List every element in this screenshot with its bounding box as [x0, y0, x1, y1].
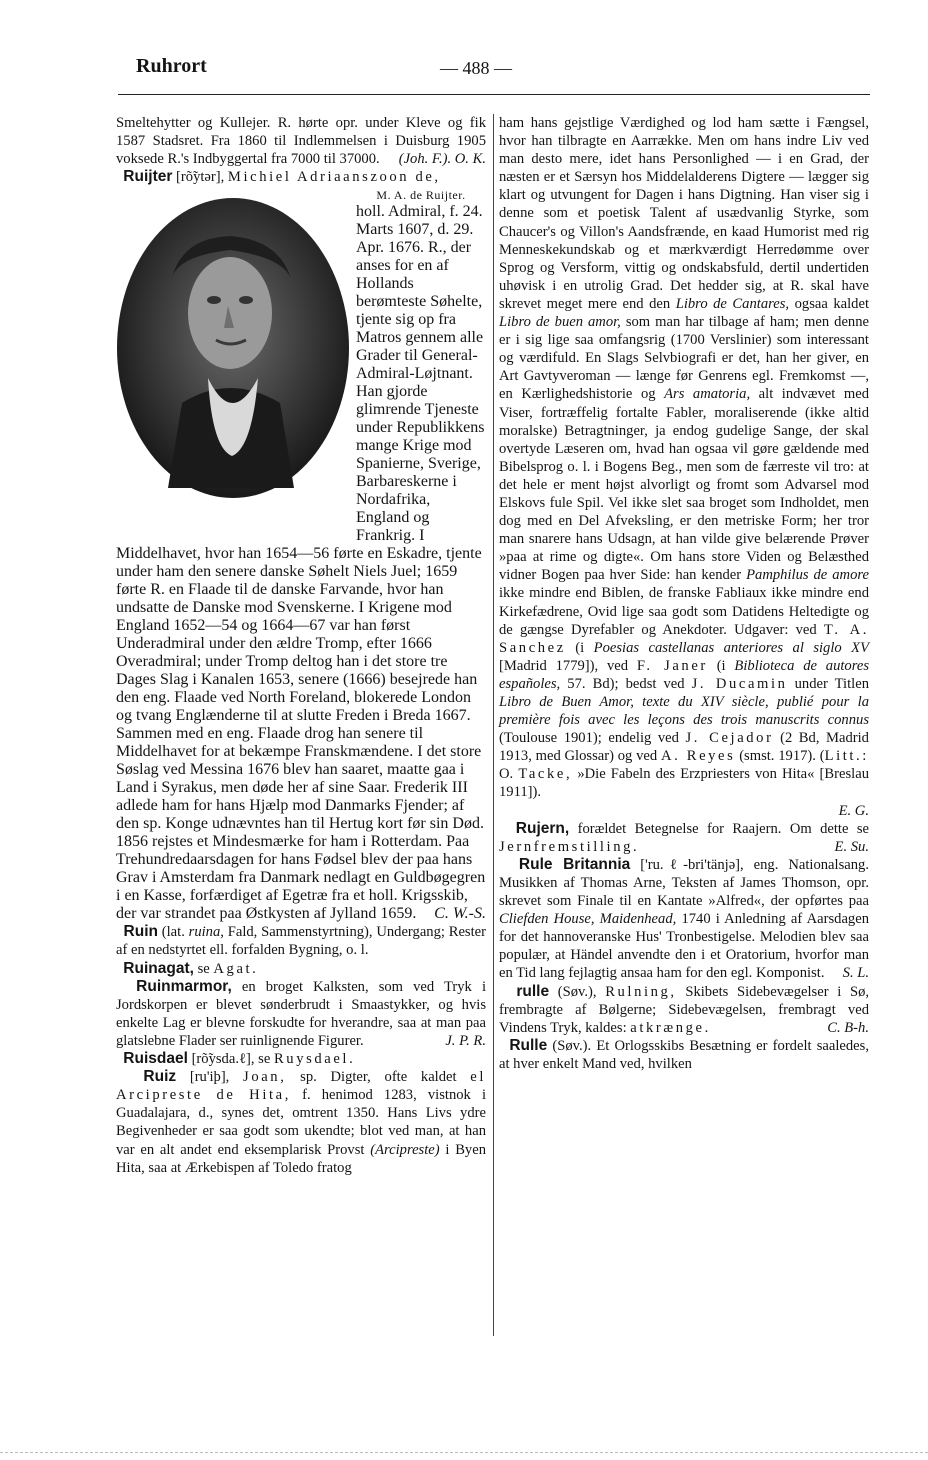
book-title: Pamphilus de amore	[746, 567, 869, 584]
headword-rulle: rulle	[516, 982, 550, 1000]
signature: C. B-h.	[827, 1019, 869, 1036]
entry-text: (2 Bd, Madrid 1913, med Glossar) og ved	[499, 730, 869, 765]
person-name: Joan,	[243, 1069, 287, 1086]
entry-text: (Søv.). Et Orlogsskibs Besætning er fordelt saaledes, at hver enkelt Mand ved, hvilken	[499, 1037, 869, 1072]
entry-text: ham hans gejstlige Værdighed og lod ham sætte i Fængsel, hvor han tilbragte en Aarrække. Men om hans indre Liv ved man desto mere, idet hans Personlighed — i en Grad, der næsten er et Særsyn hos Middelalderens Digtere — lægger sig klart og utvungent for Dagen i hans Digtning. Han viser sig i denne som et poetisk Talent af usædvanlig Styrke, som Chaucer's og Villon's Aandsfrænde, en kaad Humorist med rig Menneskekundskab og et mærkværdigt Herredømme over Sprog og Versform, vittig og ondskabsfuld, dertil undertiden uhøvisk i en utrolig Grad. Det hedder sig, at R. skal have skrevet meget mere end den	[499, 115, 869, 312]
entry-ruijter	[116, 168, 486, 186]
editor-name: T. A. Sanchez	[499, 621, 870, 656]
signature: C. W.-S.	[434, 905, 486, 923]
entry-rulle-lower	[499, 983, 869, 1037]
headword-rulle-naval: Rulle	[509, 1036, 548, 1054]
headword-rujern: Rujern,	[515, 819, 570, 837]
signature: E. Su.	[834, 838, 869, 855]
column-divider	[493, 114, 494, 1336]
entry-text: holl. Admiral, f. 24. Marts 1607, d. 29. Apr. 1676. R., der anses for en af Hollands berømteste Søhelte, tjente sig op fra Matros gennem alle Grader til General-Admiral-Løjtnant. Han gjorde glimrende Tjeneste under Republikkens mange Krige mod Spanierne, Sverige, Barbareskerne i Nordafrika, England og Frankrig. I Middelhavet, hvor han 1654—56 førte en Eskadre, tjente under ham den senere danske Søhelt Niels Juel; 1659 førte R. en Flaade til de danske Farvande, hvor han undsatte de Danske mod Svenskerne. I Krigene mod England 1652—54 og 1664—67 var han først Underadmiral under den ældre Tromp, efter 1666 Overadmiral; under Tromp deltog han i det store tre Dages Slag i Kanalen 1653, senere (1666) besejrede han den eng. Flaade ved North Foreland, blokerede London og tvang Englænderne til at slutte Freden i Breda 1667. Sammen med en eng. Flaade drog han senere til Middelhavet for at bekæmpe Franskmændene. I det store Søslag ved Messina 1676 blev han saaret, maatte gaa i Land i Syrakus, men døde her af sine Saar. Frederik III adlede ham for hans Hjælp mod Danmarks Fjender; af den sp. Konge udnævntes han til Hertug kort før sin Død. 1856 rejstes et Mindesmærke for ham i Rotterdam. Paa Trehundredaarsdagen for hans Fødsel blev der paa hans Grav i Amsterdam fra Danmark nedlagt en Guldbøgegren i en Kasse, forfærdiget af Egetræ fra et holl. Krigsskib, der var strandet paa Østkysten af Jylland 1659.	[116, 203, 486, 923]
cross-reference: Agat.	[213, 960, 259, 977]
running-head	[0, 0, 928, 95]
entry-ruiz	[116, 1068, 486, 1177]
portrait-caption: M. A. de Ruijter.	[376, 188, 466, 203]
entry-text: O.	[499, 766, 514, 783]
entry-ruin	[116, 923, 486, 959]
entry-ruhrort-continued	[116, 114, 486, 168]
signature: (Joh. F.). O. K.	[398, 151, 486, 168]
header-rule	[118, 94, 870, 95]
place-name: Cliefden House, Maidenhead,	[499, 911, 677, 928]
page-number: — 488 —	[440, 58, 512, 78]
editor-name: J. Ducamin	[691, 675, 788, 692]
entry-text: (Toulouse 1901); endelig ved	[499, 730, 679, 747]
editor-name: J. Cejador	[685, 730, 774, 747]
portrait-figure	[112, 188, 350, 538]
term: Rulning,	[605, 983, 677, 1000]
entry-text: eng. Nationalsang. Musikken af Thomas Arne, Teksten af James Thomson, opr. skrevet som Finale til en Kantate »Alfred«, der opførtes paa	[499, 856, 869, 910]
latin-term: ruina,	[188, 924, 224, 941]
cross-reference: Jernfremstilling.	[499, 838, 640, 855]
entry-text: alt indvævet med Viser, fortræffelig fortalte Fabler, moraliserende (ikke altid moralske) Betragtninger, ja endog gudelige Sange, der skal overtyde Læseren om, hvad han ogsaa vil gøre gældende med Bibelsprog o. l. i Bogens Beg., men som de færreste vil tro: at det hele er ment højst alvorligt og fromt som Advarsel mod Elskovs fule Spil. Vel ikke slet saa broget som Indholdet, men dog med en Del Afveksling, er den metriske Form; her tror man snarere hans Udsagn, at han vilde give belærende Prøver »paa at rime og digte«. Om hans store Viden og Belæsthed vidner Bogen paa hver Side: han kender	[499, 386, 869, 584]
literature-label: Litt.:	[824, 748, 869, 765]
entry-text: en broget Kalksten, som ved Tryk i Jordskorpen er blevet sønderbrudt i Smaastykker, og hvis enkelte Lag er blevne forskudte for hverandre, saa at man paa glatslebne Flader ser ruinlignende Figurer.	[116, 978, 486, 1049]
entry-text: 57. Bd); bedst ved	[567, 675, 685, 692]
entry-text: ikke mindre end Biblen, de franske Fabliaux ikke mindre end Kirkefædrene, Ovid lige saa godt som Datidens Heltedigte og de gængse Dyrefabler og Anekdoter. Udgaver: ved	[499, 585, 869, 638]
signature: E. G.	[838, 802, 869, 819]
book-title: Libro de Cantares,	[675, 295, 790, 312]
entry-text: sp. Digter, ofte kaldet	[300, 1069, 457, 1086]
scan-edge	[0, 1452, 928, 1453]
entry-rujern	[499, 820, 869, 856]
entry-text: (lat.	[161, 924, 185, 941]
entry-ruinmarmor	[116, 978, 486, 1050]
entry-text: 1740 i Anledning af Aarsdagen for det hannoveranske Hus' Tronbestigelse. Melodien blev saa populær, at Händel anvendte den i et Oratorium, hvorfor man en Tid lang fejlagtig ansaa ham for den egl. Komponist.	[499, 911, 870, 982]
entry-text: se	[197, 960, 210, 977]
entry-text: som man har tilbage af ham; men denne er i sig lige saa omfangsrig (1700 Verslinier) som interessant og værdifuld. En Slags Selvbiografi er det, han her giver, en Art Gavtyveroman — længe før Genrens egl. Fremkomst —, en Kærlighedshistorie og	[499, 314, 869, 403]
entry-text: (i	[575, 639, 585, 656]
person-title: el Arcipreste de Hita,	[116, 1069, 487, 1104]
entry-text: [Madrid 1779]), ved	[499, 657, 629, 674]
person-name: Michiel Adriaanszoon de,	[227, 169, 441, 186]
entry-text: Smeltehytter og Kullejer. R. hørte opr. under Kleve og fik 1587 Stadsret. Fra 1860 til Indlemmelsen i Duisburg 1905 voksede R.'s Indbyggertal fra 7000 til 37000.	[116, 115, 486, 168]
editor-name: A. Reyes	[660, 748, 736, 765]
entry-text: i Byen Hita, saa at Ærkebispen af Toledo fratog	[116, 1141, 486, 1176]
entry-text: Skibets Sidebevægelser i Sø, frembragte af Bølgerne; Sidebevægelsen, frembragt ved Vindens Tryk, kaldes:	[499, 983, 870, 1036]
headword-ruijter: Ruijter	[123, 168, 173, 186]
pronunciation: ['ru.ℓ-bri'tänjə],	[640, 856, 744, 873]
entry-rulle-upper	[499, 1037, 869, 1073]
entry-rule-britannia	[499, 856, 869, 983]
book-title: Poesias castellanas anteriores al siglo XV	[593, 639, 869, 656]
head-word: Ruhrort	[136, 55, 207, 77]
right-column	[499, 114, 869, 1073]
pronunciation: [ru'iþ],	[189, 1069, 230, 1086]
entry-text: (Søv.),	[557, 983, 597, 1000]
entry-ruisdael	[116, 1050, 486, 1068]
book-title: Ars amatoria,	[664, 386, 751, 403]
headword-ruisdael: Ruisdael	[123, 1050, 188, 1068]
headword-ruinagat: Ruinagat,	[123, 959, 194, 977]
entry-text: se	[258, 1051, 271, 1068]
author-name: Tacke,	[518, 766, 573, 783]
signature: S. L.	[842, 965, 869, 982]
left-column	[116, 114, 486, 1177]
entry-text: under Titlen	[794, 675, 869, 692]
book-title: Libro de Buen Amor, texte du XIV siècle, publié pour la première fois avec les leçons des trois manuscrits connus	[499, 694, 869, 729]
cross-reference: Ruysdael.	[273, 1051, 356, 1068]
signature: J. P. R.	[445, 1032, 486, 1049]
pronunciation: [rõ̃ytər],	[176, 169, 225, 186]
headword-rule-britannia: Rule Britannia	[518, 855, 631, 873]
entry-text: ogsaa kaldet	[794, 295, 869, 312]
italic-term: (Arcipreste)	[370, 1141, 440, 1158]
entry-text: (smst. 1917). (	[739, 748, 825, 765]
entry-ruiz-continued	[499, 114, 869, 820]
headword-ruin: Ruin	[123, 923, 158, 941]
entry-text: (i	[716, 657, 726, 674]
entry-text: f. henimod 1283, vistnok i Guadalajara, d., synes det, omtrent 1350. Hans Livs ydre Begivenheder er saa godt som ukendte; blot ved man, at han var en alt andet end eksemplarisk Provst	[116, 1087, 486, 1158]
pronunciation: [rõ̃ysda.ℓ],	[191, 1051, 255, 1068]
editor-name: F. Janer	[636, 657, 708, 674]
entry-text: »Die Fabeln des Erzpriesters von Hita« [Breslau 1911]).	[499, 766, 869, 801]
entry-ruinagat	[116, 960, 486, 978]
headword-ruinmarmor: Ruinmarmor,	[136, 977, 232, 995]
term: atkrænge.	[630, 1019, 711, 1036]
entry-text: forældet Betegnelse for Raajern. Om dette se	[577, 820, 869, 837]
headword-ruiz: Ruiz	[143, 1068, 177, 1086]
book-title: Biblioteca de autores españoles,	[499, 657, 870, 692]
portrait-image	[112, 188, 350, 508]
book-title: Libro de buen amor,	[499, 314, 621, 331]
entry-text: Fald, Sammenstyrtning), Undergang; Rester af en nedstyrtet ell. forfalden Bygning, o. l.	[116, 924, 487, 959]
